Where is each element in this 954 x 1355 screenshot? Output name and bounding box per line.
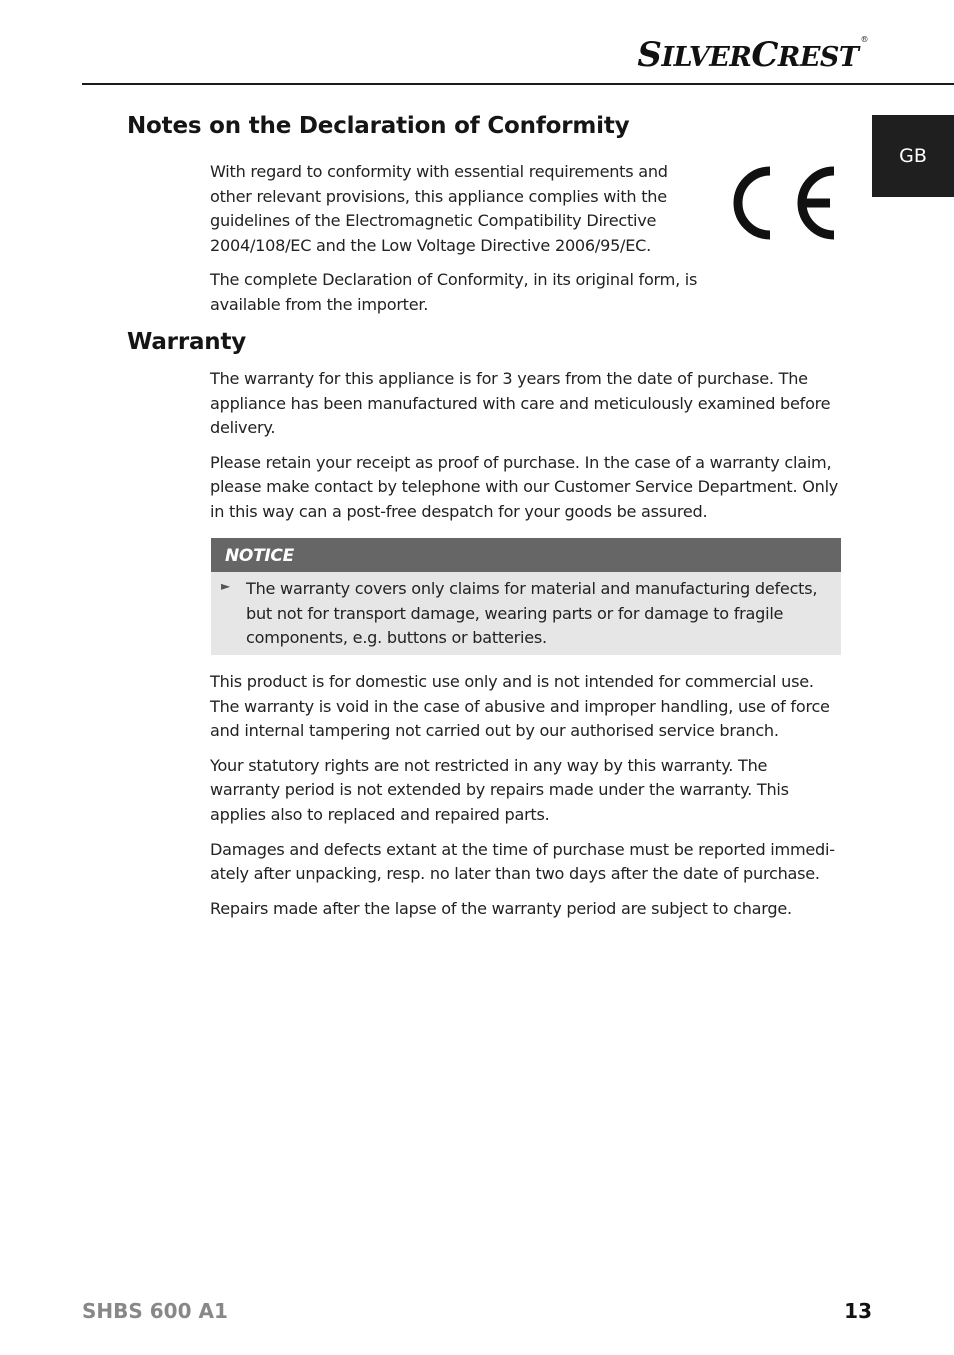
conformity-paragraph-1: With regard to conformity with essential requirements and other relevant provisions, this appliance complies with the guidelines of the Electromagnetic Compatibility Directive 2004/108/EC and the Low Voltage Directive 2006/95/EC.	[210, 162, 668, 255]
warranty-text-top	[210, 367, 840, 535]
notice-item	[211, 572, 841, 651]
warranty-paragraph-4: Your statutory rights are not restricted in any way by this warranty. The warranty period is not extended by repairs made under the warranty. This applies also to replaced and repaired parts.	[210, 755, 789, 824]
conformity-text	[210, 160, 700, 328]
conformity-heading: Notes on the Declaration of Conformity	[127, 113, 630, 139]
footer-model: SHBS 600 A1	[82, 1299, 228, 1323]
triangle-bullet-icon: ►	[221, 579, 231, 593]
warranty-paragraph-3: This product is for domestic use only and is not intended for commercial use. The warranty is void in the case of abusive and improper handling, use of force and internal tampering not carried out by our authorised service branch.	[210, 672, 830, 741]
warranty-text-bottom	[210, 670, 840, 931]
warranty-paragraph-1: The warranty for this appliance is for 3 years from the date of purchase. The appliance has been manufactured with care and meticulously examined before delivery.	[210, 369, 831, 438]
page-number: 13	[844, 1299, 872, 1323]
warranty-paragraph-5: Damages and defects extant at the time of purchase must be reported immedi-ately after unpacking, resp. no later than two days after the date of purchase.	[210, 839, 835, 884]
notice-box	[211, 538, 841, 655]
brand-logo: SILVERCREST®	[637, 35, 868, 75]
language-tab: GB	[872, 115, 954, 197]
warranty-paragraph-2: Please retain your receipt as proof of purchase. In the case of a warranty claim, please make contact by telephone with our Customer Service Department. Only in this way can a post-free despatch for your goods be assured.	[210, 452, 839, 521]
warranty-paragraph-6: Repairs made after the lapse of the warranty period are subject to charge.	[210, 898, 792, 918]
conformity-paragraph-2: The complete Declaration of Conformity, in its original form, is available from the importer.	[210, 270, 698, 314]
notice-title: NOTICE	[211, 538, 841, 572]
warranty-heading: Warranty	[127, 329, 247, 355]
notice-text: The warranty covers only claims for material and manufacturing defects, but not for transport damage, wearing parts or for damage to fragile components, e.g. buttons or batteries.	[246, 579, 818, 648]
header-rule	[82, 83, 954, 85]
ce-mark-icon	[730, 163, 840, 243]
